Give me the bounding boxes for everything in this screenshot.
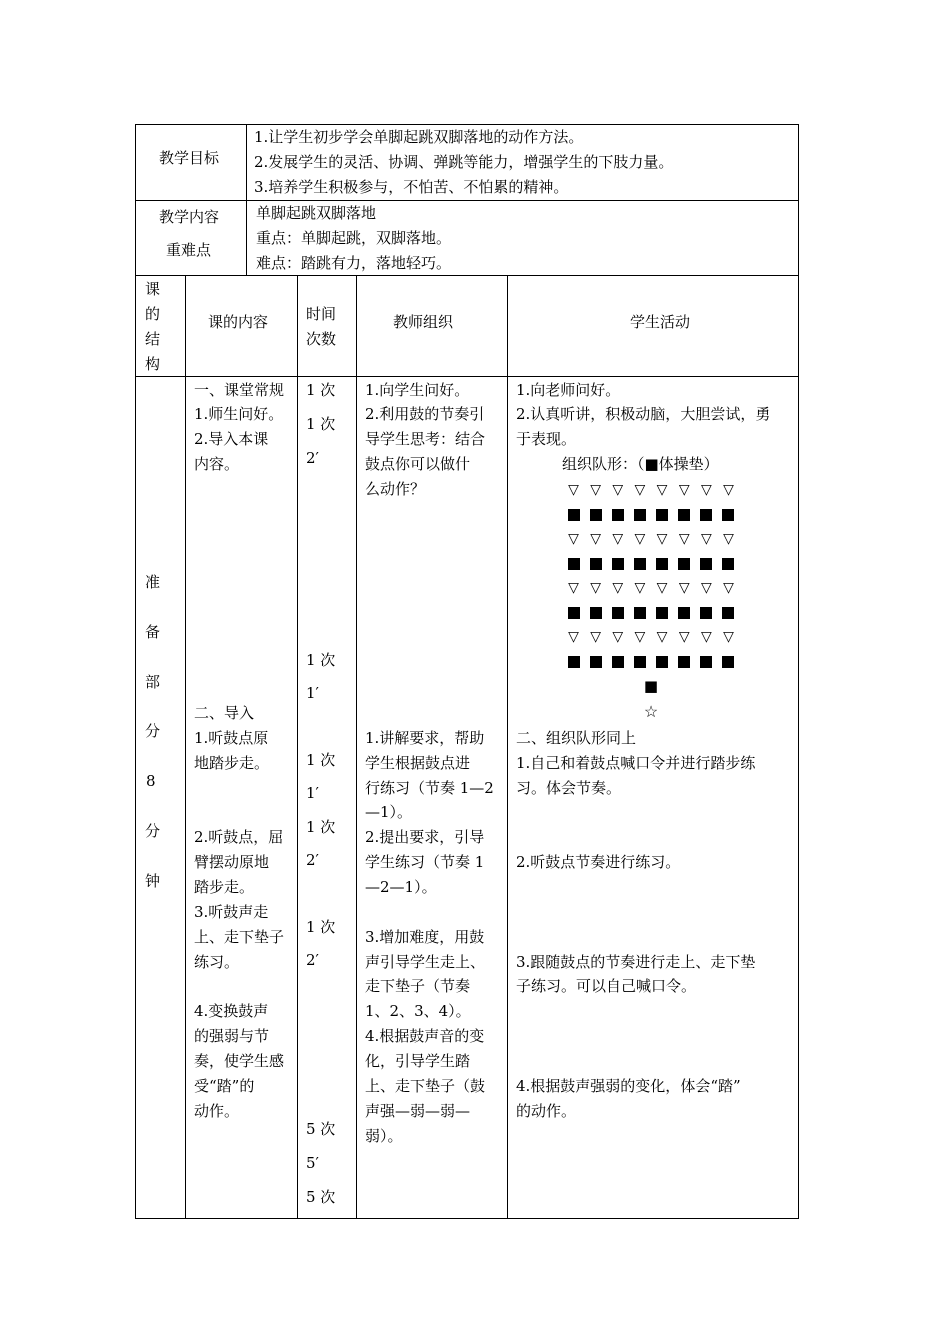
student-cell-line: 1.自己和着鼓点喊口令并进行踏步练 bbox=[516, 754, 756, 772]
section-char: 钟 bbox=[145, 872, 161, 890]
student-triangle-icon: ▽ bbox=[634, 482, 646, 499]
student-cell-line: 于表现。 bbox=[516, 430, 577, 448]
teacher-cell-line: 么动作？ bbox=[365, 480, 426, 498]
student-triangle-icon: ▽ bbox=[723, 580, 734, 597]
goals-label: 教学目标 bbox=[159, 149, 220, 167]
student-triangle-icon: ▽ bbox=[700, 580, 712, 597]
student-cell-line: 1.向老师问好。 bbox=[516, 381, 621, 399]
student-row bbox=[566, 478, 736, 503]
teacher-cell-line: 2.提出要求，引导 bbox=[365, 828, 485, 846]
mat-square-icon bbox=[590, 656, 602, 668]
formation-diagram bbox=[566, 478, 736, 724]
mat-row bbox=[566, 650, 736, 675]
student-cell-line: 3.跟随鼓点的节奏进行走上、走下垫 bbox=[516, 953, 756, 971]
teacher-cell-line: 鼓点你可以做什 bbox=[365, 455, 471, 473]
content-cell-line: 3.听鼓声走 bbox=[194, 903, 269, 921]
time-cell: 5 次 bbox=[306, 1188, 336, 1206]
header-content: 课的内容 bbox=[208, 313, 269, 331]
student-triangle-icon: ▽ bbox=[723, 531, 734, 548]
teacher-cell-line: 导学生思考：结合 bbox=[365, 430, 486, 448]
mat-square-icon bbox=[700, 558, 712, 570]
teacher-cell-line: 1.讲解要求，帮助 bbox=[365, 729, 485, 747]
mat-square-icon bbox=[678, 558, 690, 570]
goal-item-3: 3.培养学生积极参与，不怕苦、不怕累的精神。 bbox=[254, 178, 569, 196]
teacher-cell-line: 弱）。 bbox=[365, 1127, 403, 1145]
content-cell-line: 受“踏”的 bbox=[194, 1077, 255, 1095]
student-triangle-icon: ▽ bbox=[700, 482, 712, 499]
time-cell: 1 次 bbox=[306, 415, 336, 433]
student-cell-line: 子练习。可以自己喊口令。 bbox=[516, 977, 697, 995]
header-structure-char: 构 bbox=[145, 355, 161, 373]
student-triangle-icon: ▽ bbox=[678, 482, 690, 499]
mat-square-icon bbox=[568, 558, 580, 570]
teacher-cell-line: 行练习（节奏 1—2 bbox=[365, 779, 494, 797]
mat-square-icon bbox=[656, 607, 668, 619]
student-triangle-icon: ▽ bbox=[634, 531, 646, 548]
student-triangle-icon: ▽ bbox=[634, 580, 646, 597]
mat-square-icon bbox=[678, 509, 690, 521]
time-cell: 1 次 bbox=[306, 751, 336, 769]
content-label: 教学内容 bbox=[159, 208, 220, 226]
mat-square-icon bbox=[568, 656, 580, 668]
mat-square-icon bbox=[722, 509, 734, 521]
student-triangle-icon: ▽ bbox=[678, 531, 690, 548]
student-cell-line: 二、组织队形同上 bbox=[516, 729, 637, 747]
student-triangle-icon: ▽ bbox=[723, 629, 734, 646]
teacher-cell-line: 4.根据鼓声音的变 bbox=[365, 1027, 485, 1045]
student-triangle-icon: ▽ bbox=[568, 531, 579, 548]
content-line-1: 单脚起跳双脚落地 bbox=[256, 204, 377, 222]
mat-square-icon bbox=[634, 509, 646, 521]
time-cell: 1 次 bbox=[306, 818, 336, 836]
student-triangle-icon: ▽ bbox=[590, 580, 602, 597]
mat-square-icon bbox=[568, 607, 580, 619]
content-cell-line: 二、导入 bbox=[194, 704, 255, 722]
table-border-right bbox=[798, 124, 799, 1219]
mat-square-icon bbox=[722, 656, 734, 668]
content-cell-line: 上、走下垫子 bbox=[194, 928, 285, 946]
teacher-cell-line: 学生根据鼓点进 bbox=[365, 754, 471, 772]
student-row bbox=[566, 527, 736, 552]
content-cell-line: 1.师生问好。 bbox=[194, 405, 284, 423]
content-cell-line: 练习。 bbox=[194, 953, 240, 971]
header-structure-char: 结 bbox=[145, 330, 161, 348]
student-cell-line: 4.根据鼓声强弱的变化，体会“踏” bbox=[516, 1077, 741, 1095]
section-char: 部 bbox=[145, 673, 161, 691]
section-char: 备 bbox=[145, 623, 161, 641]
student-triangle-icon: ▽ bbox=[568, 482, 579, 499]
header-student: 学生活动 bbox=[630, 313, 691, 331]
teacher-cell-line: 声强—弱—弱— bbox=[365, 1102, 471, 1120]
teacher-cell-line: 上、走下垫子（鼓 bbox=[365, 1077, 486, 1095]
teacher-cell-line: 化，引导学生踏 bbox=[365, 1052, 471, 1070]
teacher-mat-icon: ■ bbox=[643, 677, 659, 695]
mat-square-icon bbox=[590, 558, 602, 570]
mat-square-icon bbox=[612, 558, 624, 570]
row-divider-header bbox=[135, 376, 799, 377]
content-cell-line: 4.变换鼓声 bbox=[194, 1002, 269, 1020]
time-cell: 2′ bbox=[306, 851, 319, 869]
teacher-cell-line: 2.利用鼓的节奏引 bbox=[365, 405, 485, 423]
content-line-2: 重点：单脚起跳，双脚落地。 bbox=[256, 229, 452, 247]
table-border-bottom bbox=[135, 1218, 799, 1219]
student-triangle-icon: ▽ bbox=[612, 482, 624, 499]
column-divider-teacher bbox=[507, 275, 508, 1219]
student-triangle-icon: ▽ bbox=[656, 629, 668, 646]
teacher-cell-line: —2—1）。 bbox=[365, 878, 437, 896]
mat-square-icon bbox=[678, 607, 690, 619]
mat-square-icon bbox=[722, 558, 734, 570]
student-cell-line: 习。体会节奏。 bbox=[516, 779, 622, 797]
mat-square-icon bbox=[634, 558, 646, 570]
student-row bbox=[566, 576, 736, 601]
content-cell-line: 1.听鼓点原 bbox=[194, 729, 269, 747]
student-row bbox=[566, 625, 736, 650]
mat-square-icon bbox=[568, 509, 580, 521]
time-cell: 2′ bbox=[306, 951, 319, 969]
mat-square-icon bbox=[656, 656, 668, 668]
content-cell-line: 2.听鼓点，屈 bbox=[194, 828, 284, 846]
content-cell-line: 的强弱与节 bbox=[194, 1027, 270, 1045]
student-triangle-icon: ▽ bbox=[700, 531, 712, 548]
teacher-cell-line: 学生练习（节奏 1 bbox=[365, 853, 485, 871]
mat-square-icon bbox=[590, 509, 602, 521]
header-teacher: 教师组织 bbox=[393, 313, 454, 331]
goal-item-1: 1.让学生初步学会单脚起跳双脚落地的动作方法。 bbox=[254, 128, 584, 146]
mat-square-icon bbox=[678, 656, 690, 668]
header-structure-char: 的 bbox=[145, 305, 161, 323]
student-triangle-icon: ▽ bbox=[568, 580, 579, 597]
mat-square-icon bbox=[612, 509, 624, 521]
table-border-left bbox=[135, 124, 136, 1219]
student-triangle-icon: ▽ bbox=[678, 580, 690, 597]
column-divider-structure bbox=[185, 275, 186, 1219]
student-triangle-icon: ▽ bbox=[590, 531, 602, 548]
content-cell-line: 踏步走。 bbox=[194, 878, 255, 896]
mat-square-icon bbox=[634, 656, 646, 668]
time-cell: 1′ bbox=[306, 784, 319, 802]
student-triangle-icon: ▽ bbox=[634, 629, 646, 646]
row-divider-content bbox=[135, 275, 799, 276]
mat-square-icon bbox=[700, 509, 712, 521]
mat-square-icon bbox=[722, 607, 734, 619]
mat-square-icon bbox=[700, 607, 712, 619]
student-triangle-icon: ▽ bbox=[700, 629, 712, 646]
teacher-cell-line: —1）。 bbox=[365, 803, 413, 821]
teacher-cell-line: 1、2、3、4）。 bbox=[365, 1002, 471, 1020]
student-cell-line: 的动作。 bbox=[516, 1102, 577, 1120]
mat-square-icon bbox=[700, 656, 712, 668]
teacher-mat-row bbox=[566, 674, 736, 699]
content-cell-line: 动作。 bbox=[194, 1102, 240, 1120]
mat-square-icon bbox=[612, 607, 624, 619]
teacher-cell-line: 声引导学生走上、 bbox=[365, 953, 486, 971]
student-cell-line: 2.听鼓点节奏进行练习。 bbox=[516, 853, 681, 871]
time-cell: 5′ bbox=[306, 1154, 319, 1172]
time-cell: 1 次 bbox=[306, 651, 336, 669]
teacher-cell-line: 1.向学生问好。 bbox=[365, 381, 470, 399]
mat-square-icon bbox=[656, 509, 668, 521]
teacher-cell-line: 3.增加难度，用鼓 bbox=[365, 928, 485, 946]
header-time-line-1: 时间 bbox=[306, 305, 337, 323]
mat-square-icon bbox=[634, 607, 646, 619]
student-triangle-icon: ▽ bbox=[590, 629, 602, 646]
content-cell-line: 2.导入本课 bbox=[194, 430, 269, 448]
content-cell-line: 地踏步走。 bbox=[194, 754, 270, 772]
content-cell-line: 内容。 bbox=[194, 455, 240, 473]
student-triangle-icon: ▽ bbox=[723, 482, 734, 499]
mat-square-icon bbox=[612, 656, 624, 668]
student-triangle-icon: ▽ bbox=[612, 629, 624, 646]
mat-square-icon bbox=[656, 558, 668, 570]
mat-row bbox=[566, 601, 736, 626]
student-cell-line: 2.认真听讲，积极动脑，大胆尝试，勇 bbox=[516, 405, 771, 423]
teacher-position-row bbox=[566, 699, 736, 724]
student-triangle-icon: ▽ bbox=[656, 531, 668, 548]
teacher-cell-line: 走下垫子（节奏 bbox=[365, 977, 471, 995]
time-cell: 5 次 bbox=[306, 1120, 336, 1138]
student-triangle-icon: ▽ bbox=[612, 580, 624, 597]
section-char: 分 bbox=[145, 722, 161, 740]
content-cell-line: 一、课堂常规 bbox=[194, 381, 285, 399]
goal-item-2: 2.发展学生的灵活、协调、弹跳等能力，增强学生的下肢力量。 bbox=[254, 153, 674, 171]
header-structure-char: 课 bbox=[145, 280, 161, 298]
mat-square-icon bbox=[590, 607, 602, 619]
section-char: 分 bbox=[145, 822, 161, 840]
student-triangle-icon: ▽ bbox=[656, 580, 668, 597]
student-triangle-icon: ▽ bbox=[568, 629, 579, 646]
student-triangle-icon: ▽ bbox=[678, 629, 690, 646]
label-column-divider bbox=[246, 124, 247, 276]
section-char: 准 bbox=[145, 573, 161, 591]
content-cell-line: 奏，使学生感 bbox=[194, 1052, 285, 1070]
content-line-3: 难点：踏跳有力，落地轻巧。 bbox=[256, 254, 452, 272]
key-points-label: 重难点 bbox=[166, 241, 212, 259]
mat-row bbox=[566, 552, 736, 577]
student-triangle-icon: ▽ bbox=[612, 531, 624, 548]
time-cell: 1′ bbox=[306, 684, 319, 702]
row-divider-goals bbox=[135, 200, 799, 201]
header-time-line-2: 次数 bbox=[306, 330, 337, 348]
table-border-top bbox=[135, 124, 799, 125]
time-cell: 1 次 bbox=[306, 918, 336, 936]
mat-row bbox=[566, 503, 736, 528]
section-minutes: 8 bbox=[146, 772, 156, 790]
time-cell: 2′ bbox=[306, 449, 319, 467]
content-cell-line: 臂摆动原地 bbox=[194, 853, 270, 871]
time-cell: 1 次 bbox=[306, 381, 336, 399]
column-divider-content bbox=[297, 275, 298, 1219]
formation-title: 组织队形：（■体操垫） bbox=[562, 455, 719, 473]
teacher-star-icon: ☆ bbox=[643, 702, 659, 721]
student-triangle-icon: ▽ bbox=[656, 482, 668, 499]
column-divider-time bbox=[356, 275, 357, 1219]
student-triangle-icon: ▽ bbox=[590, 482, 602, 499]
